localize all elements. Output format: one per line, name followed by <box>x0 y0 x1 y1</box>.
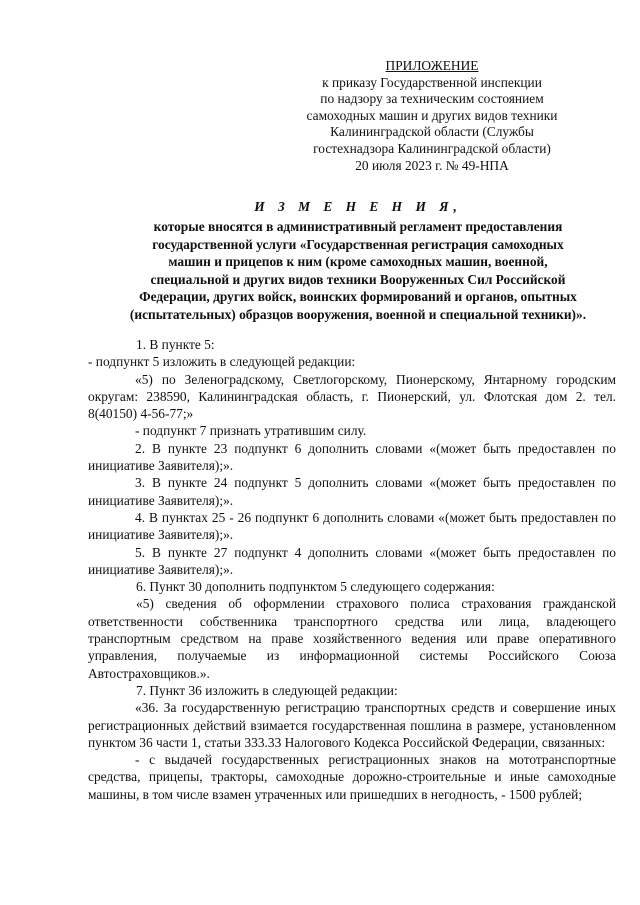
paragraph: «36. За государственную регистрацию транспортных средств и совершение иных регистрационных действий взимается государственная пошлина в размере, установленном пунктом 36 части 1, статьи 333.33 Налогового Кодекса Российской Федерации, связанных: <box>88 700 616 750</box>
document-title: И З М Е Н Е Н И Я, <box>254 199 462 214</box>
paragraph: 4. В пунктах 25 - 26 подпункт 6 дополнить словами «(может быть предоставлен по инициативе Заявителя);». <box>88 509 616 543</box>
document-body <box>88 336 616 803</box>
subtitle-line: (испытательных) образцов вооружения, военной и специальной техники)». <box>129 306 587 322</box>
appendix-line: по надзору за техническим состоянием <box>320 91 544 107</box>
paragraph: - подпункт 5 изложить в следующей редакции: <box>88 354 356 370</box>
appendix-date: 20 июля 2023 г. № 49-НПА <box>355 157 509 173</box>
appendix-line: гостехнадзора Калининградской области) <box>313 140 551 156</box>
paragraph: 7. Пункт 36 изложить в следующей редакции: <box>136 682 398 698</box>
appendix-header <box>282 58 582 174</box>
subtitle-line: Федерации, других войск, воинских формирований и органов, опытных <box>139 289 577 305</box>
appendix-line: самоходных машин и других видов техники <box>306 107 558 123</box>
subtitle-line: государственной услуги «Государственная регистрация самоходных <box>152 236 564 252</box>
paragraph: «5) по Зеленоградскому, Светлогорскому, Пионерскому, Янтарному городским округам: 238590, Калининградская область, г. Пионерский, ул. Флотская дом 2. тел. 8(40150) 4-56-77;» <box>88 371 616 422</box>
appendix-line: Калининградской области (Службы <box>330 124 534 140</box>
paragraph: «5) сведения об оформлении страхового полиса страхования гражданской ответственности собственника транспортного средства или лица, владеющего транспортным средством на праве хозяйственного ведения или праве оперативного управления, получаемые из информационной системы Российского Союза Автостраховщиков.». <box>88 596 616 681</box>
appendix-line: к приказу Государственной инспекции <box>322 74 542 90</box>
paragraph: 5. В пункте 27 подпункт 4 дополнить словами «(может быть предоставлен по инициативе Заявителя);». <box>88 544 616 577</box>
appendix-heading: ПРИЛОЖЕНИЕ <box>385 58 479 73</box>
paragraph: 6. Пункт 30 дополнить подпунктом 5 следующего содержания: <box>136 579 495 595</box>
subtitle-line: которые вносятся в административный регламент предоставления <box>153 219 563 234</box>
paragraph: - подпункт 7 признать утратившим силу. <box>135 423 367 439</box>
document-subtitle <box>108 218 608 324</box>
paragraph: 2. В пункте 23 подпункт 6 дополнить словами «(может быть предоставлен по инициативе Заявителя);». <box>88 440 616 474</box>
paragraph: 1. В пункте 5: <box>136 337 215 352</box>
paragraph: - с выдачей государственных регистрационных знаков на мототранспортные средства, прицепы, тракторы, самоходные дорожно-строительные и иные самоходные машины, в том числе взамен утраченных или пришедших в негодность, - 1500 рублей; <box>88 752 616 802</box>
paragraph: 3. В пункте 24 подпункт 5 дополнить словами «(может быть предоставлен по инициативе Заявителя);». <box>88 475 616 508</box>
subtitle-line: специальной и других видов техники Вооруженных Сил Российской <box>150 271 566 287</box>
subtitle-line: машин и прицепов к ним (кроме самоходных машин, военной, <box>168 254 548 270</box>
